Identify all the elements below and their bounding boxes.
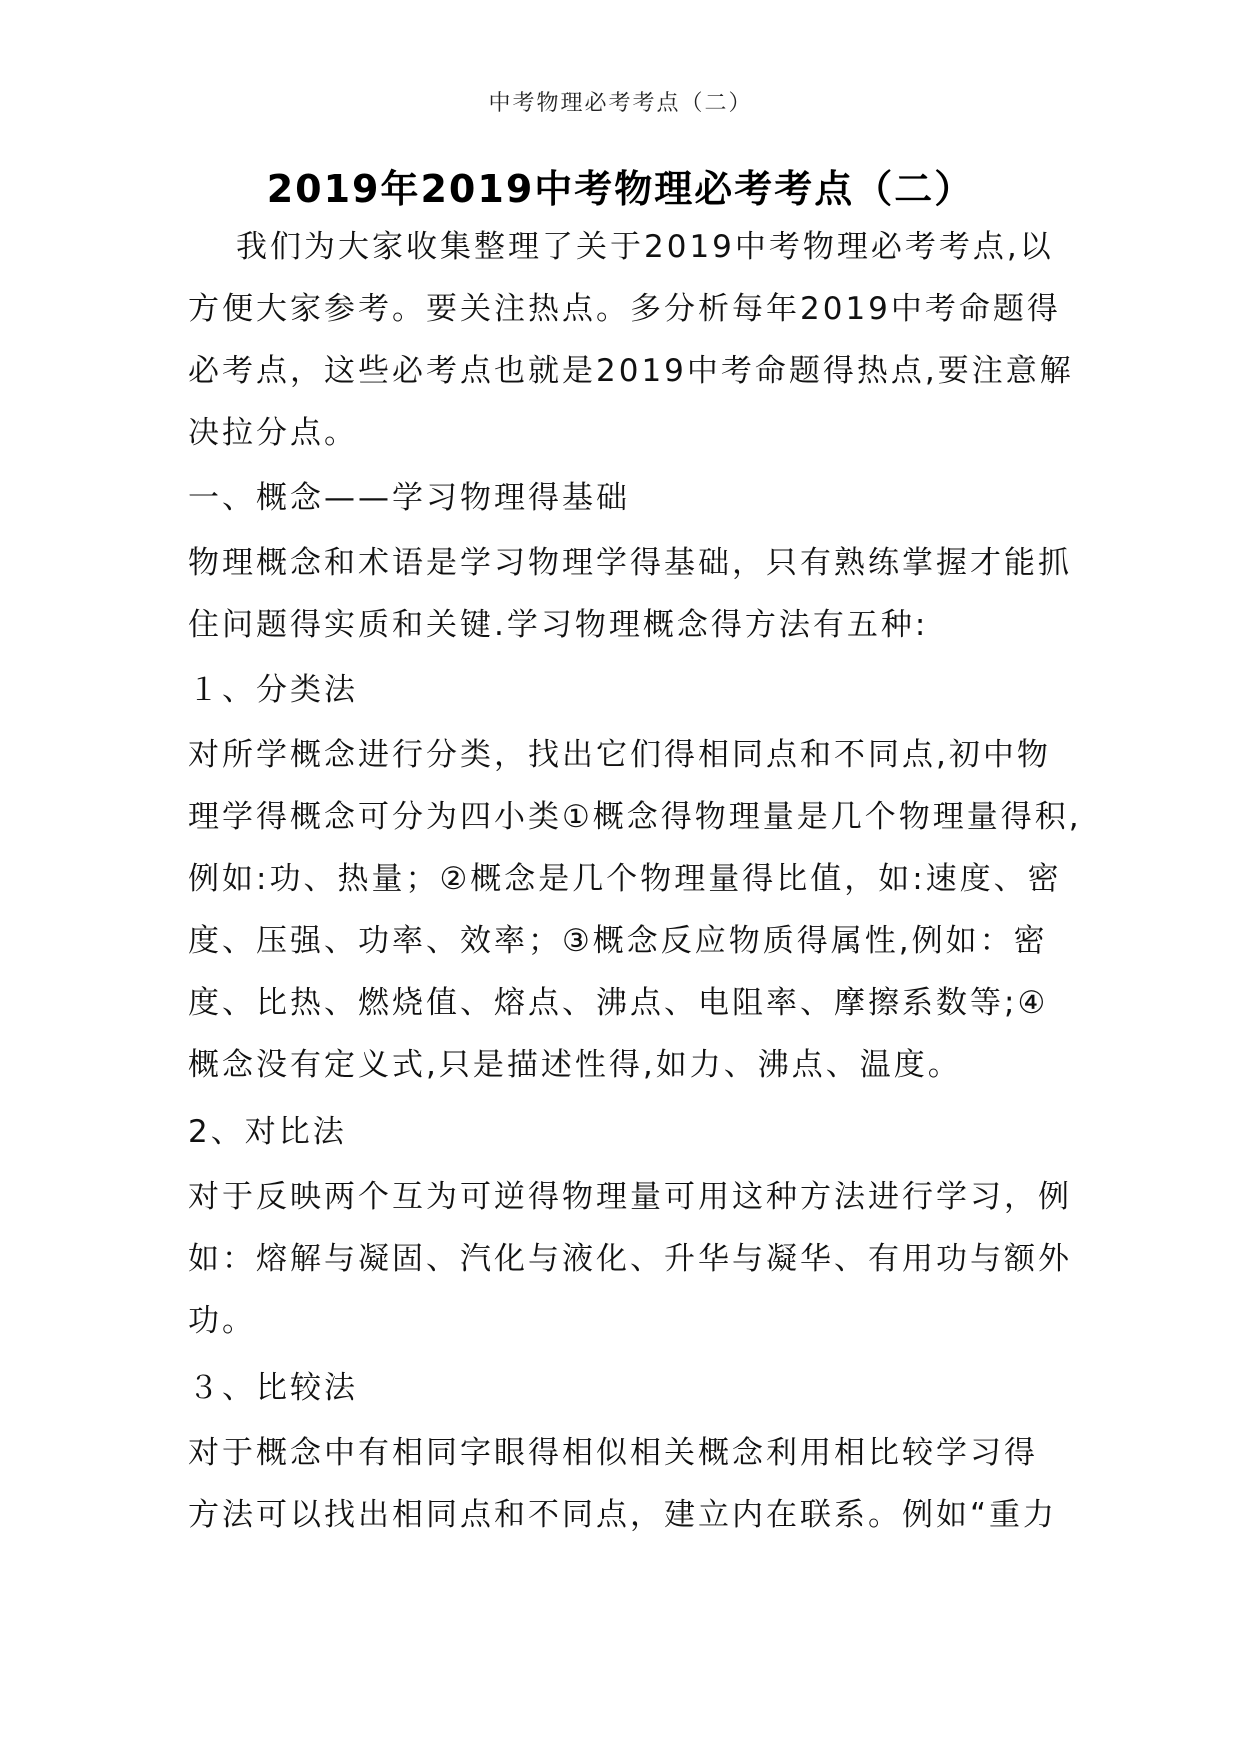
classification-line-1: 对所学概念进行分类，找出它们得相同点和不同点,初中物 [188, 737, 1051, 773]
classification-line-3: 例如:功、热量；②概念是几个物理量得比值，如:速度、密 [188, 861, 1062, 897]
intro-line-4: 决拉分点。 [188, 415, 358, 451]
intro-line-3: 必考点，这些必考点也就是2019中考命题得热点,要注意解 [188, 353, 1074, 389]
classification-line-4: 度、压强、功率、效率；③概念反应物质得属性,例如：密 [188, 923, 1048, 959]
intro-line-2: 方便大家参考。要关注热点。多分析每年2019中考命题得 [188, 291, 1061, 327]
running-header: 中考物理必考考点（二） [488, 91, 753, 116]
concepts-paragraph-line-2: 住问题得实质和关键.学习物理概念得方法有五种: [188, 607, 929, 643]
method-heading-classification: １、分类法 [188, 672, 358, 708]
method-heading-comparison: ３、比较法 [188, 1370, 358, 1406]
contrast-line-2: 如：熔解与凝固、汽化与液化、升华与凝华、有用功与额外 [188, 1241, 1072, 1277]
document-title: 2019年2019中考物理必考考点（二） [266, 167, 975, 211]
intro-line-1: 我们为大家收集整理了关于2019中考物理必考考点,以 [236, 229, 1054, 265]
comparison-line-2: 方法可以找出相同点和不同点，建立内在联系。例如“重力 [188, 1497, 1058, 1533]
contrast-line-3: 功。 [188, 1303, 256, 1339]
contrast-line-1: 对于反映两个互为可逆得物理量可用这种方法进行学习，例 [188, 1179, 1072, 1215]
classification-line-2: 理学得概念可分为四小类①概念得物理量是几个物理量得积, [188, 799, 1082, 835]
comparison-line-1: 对于概念中有相同字眼得相似相关概念利用相比较学习得 [188, 1435, 1038, 1471]
classification-line-5: 度、比热、燃烧值、熔点、沸点、电阻率、摩擦系数等;④ [188, 985, 1049, 1021]
method-heading-contrast: 2、对比法 [188, 1114, 347, 1150]
concepts-paragraph-line-1: 物理概念和术语是学习物理学得基础，只有熟练掌握才能抓 [188, 545, 1072, 581]
section-heading-concepts: 一、概念——学习物理得基础 [188, 480, 630, 516]
classification-line-6: 概念没有定义式,只是描述性得,如力、沸点、温度。 [188, 1047, 962, 1083]
